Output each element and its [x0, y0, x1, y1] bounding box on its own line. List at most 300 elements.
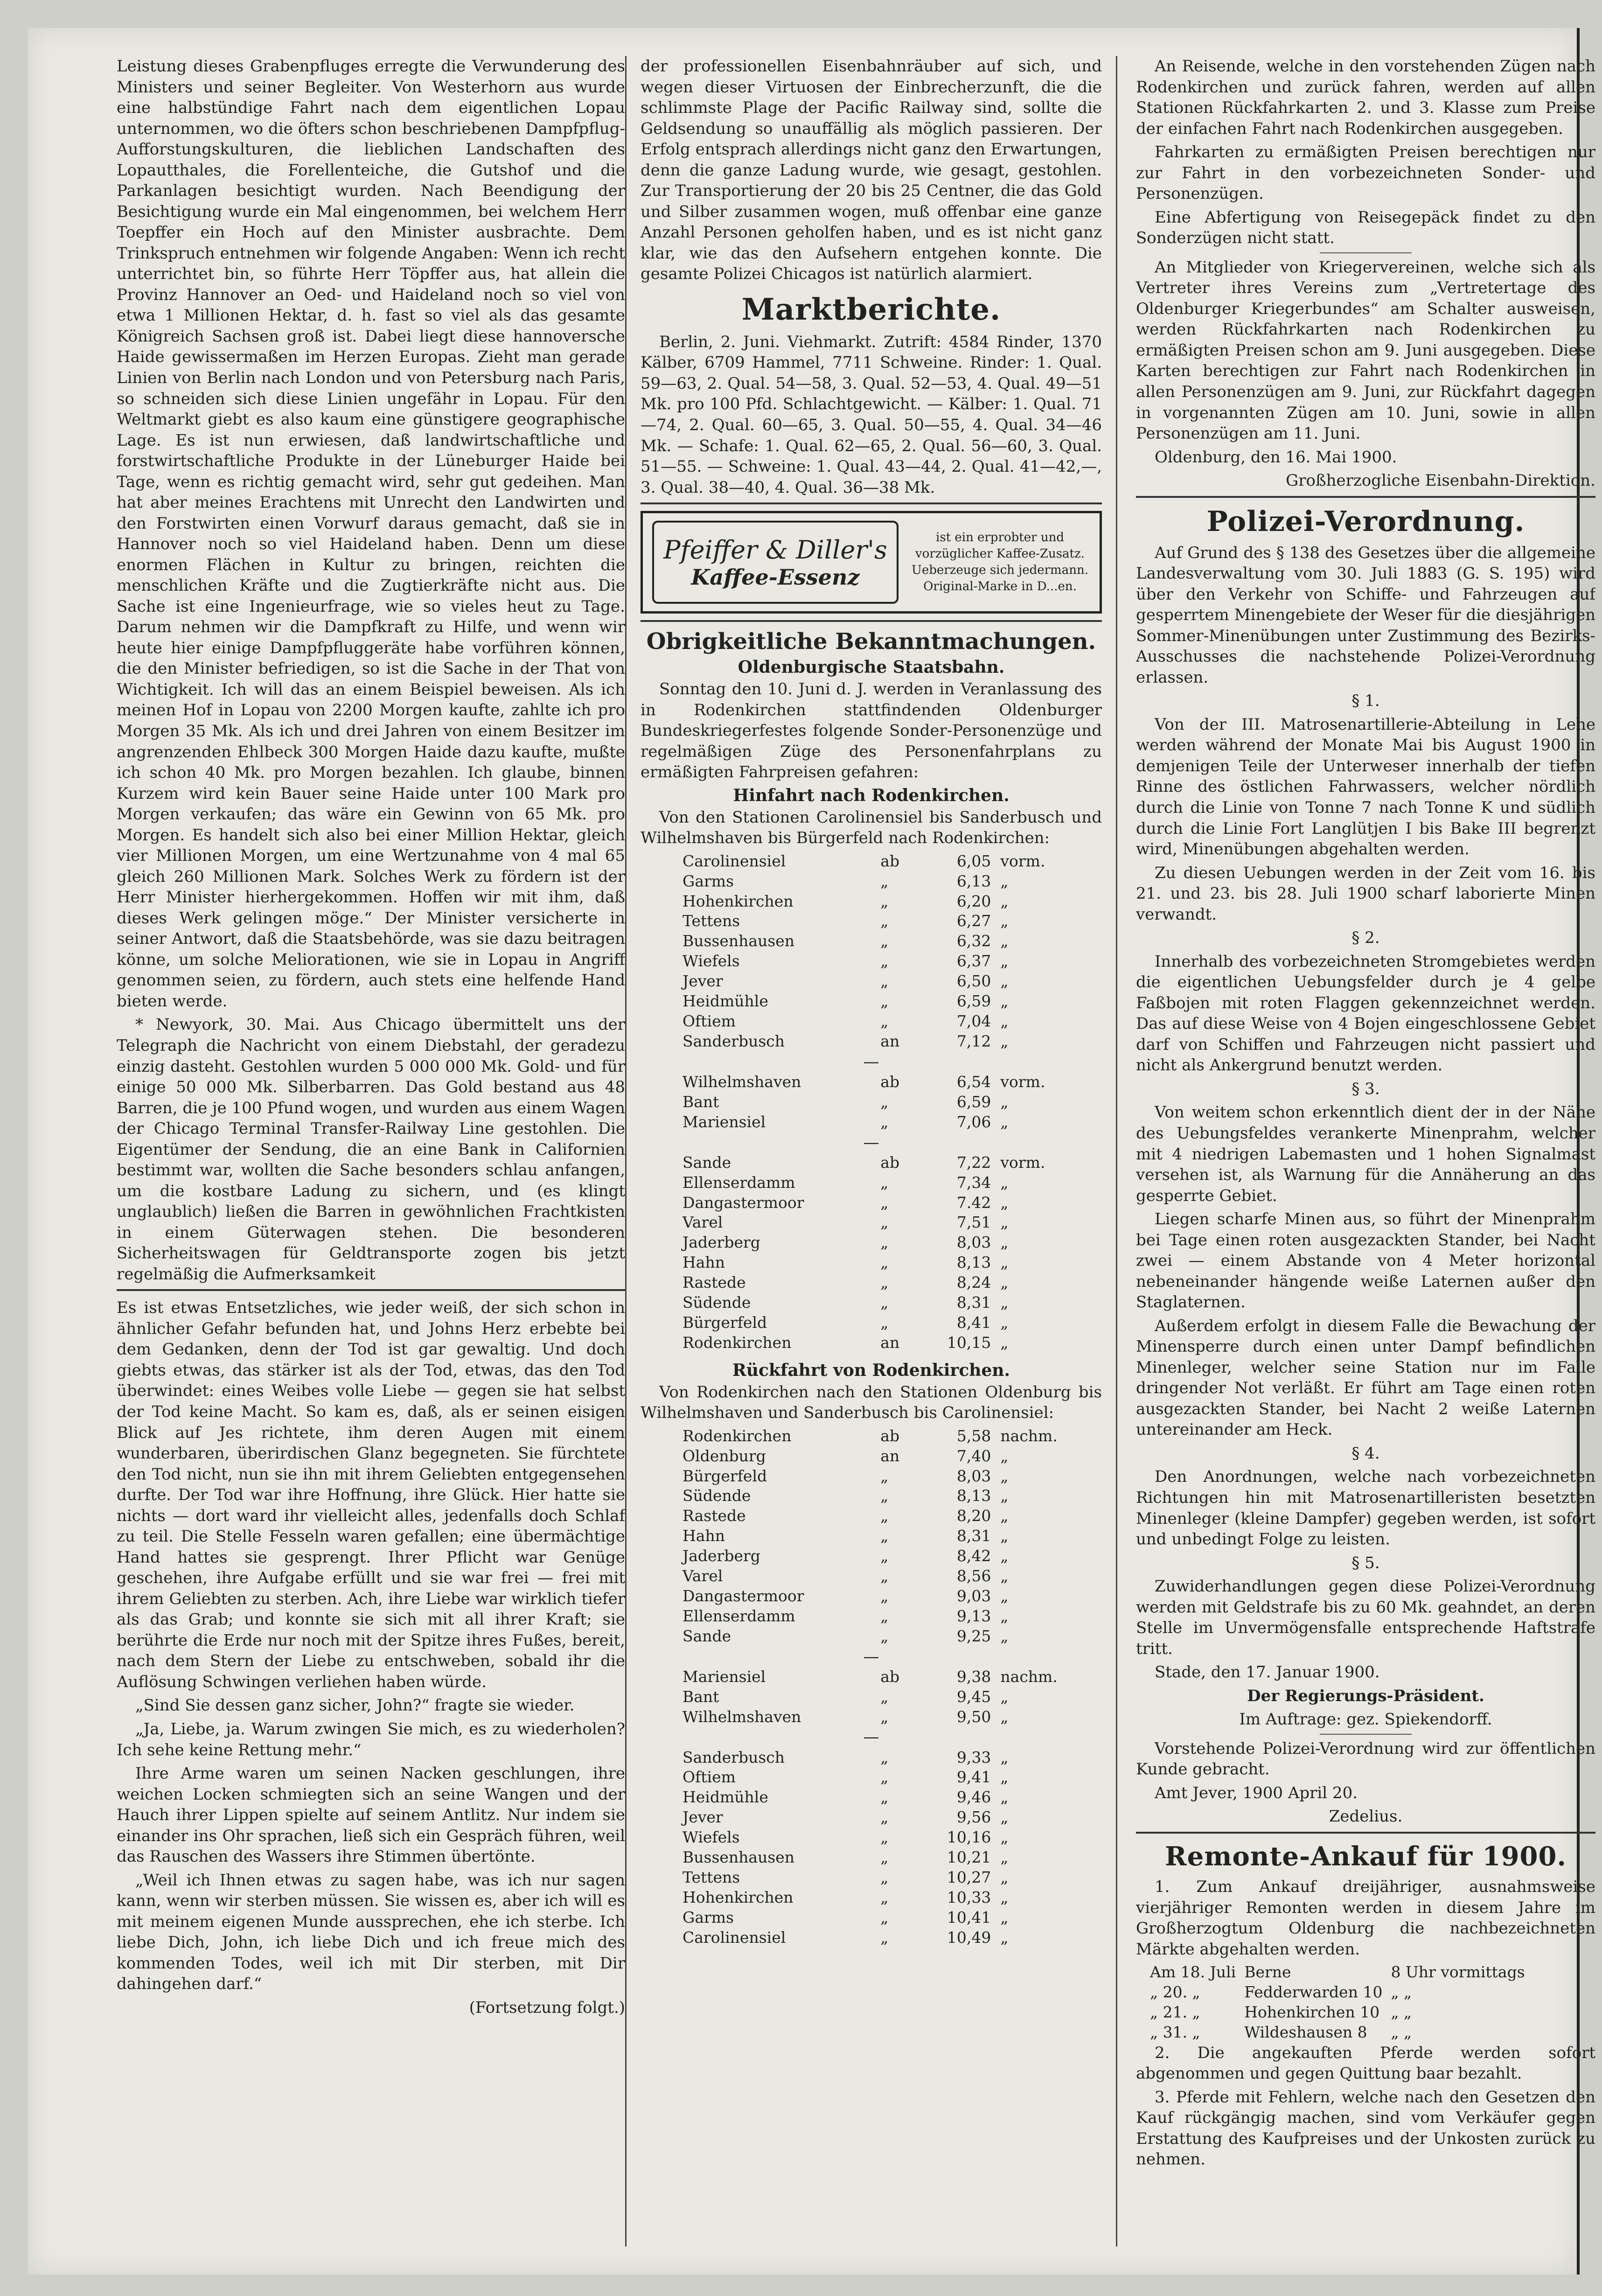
timetable-row: [641, 1748, 1102, 1768]
timetable-row: [641, 1072, 1102, 1092]
ad-logo-line1: Pfeiffer & Diller's: [663, 535, 887, 565]
timetable-row: [641, 1928, 1102, 1948]
arrival-departure: „: [880, 1928, 889, 1947]
continued-note: (Fortsetzung folgt.): [469, 1998, 625, 2017]
arrival-departure: „: [880, 1808, 889, 1827]
rail-heading: Oldenburgische Staatsbahn.: [738, 657, 1005, 677]
time: 9,38: [956, 1667, 991, 1686]
timetable-row: [641, 971, 1102, 991]
section-divider: [1136, 496, 1595, 498]
article-paragraph: der professionellen Eisenbahnräuber auf sich, und wegen dieser Virtuosen der Einbrecherzunft, die die schlimmste Plage der Pacific Railway sind, sollte die Geldsendung so unauffällig als möglich passieren. Der Erfolg entsprach allerdings nicht ganz den Erwartungen, denn die ganze Ladung wurde, wie gesagt, gestohlen. Zur Transportierung der 20 bis 25 Centner, die das Gold und Silber zusammen wogen, muß offenbar eine ganze Anzahl Personen geholfen haben, und es ist nicht ganz klar, wie das den Aufsehern entgehen konnte. Die gesamte Polizei Chicagos ist natürlich alarmiert.: [641, 57, 1102, 284]
notice-paragraph: An Mitglieder von Kriegervereinen, welche sich als Vertreter ihres Vereins zum „Vertretertage des Oldenburger Kriegerbundes“ am Schalter ausweisen, werden Rückfahrkarten nach Rodenkirchen zu ermäßigten Preisen schon am 9. Juni ausgegeben. Diese Karten berechtigen zur Fahrt nach Rodenkirchen in allen Personenzügen am 9. Juni, zur Rückfahrt dagegen in vorgenannten Zügen am 10. Juni, sowie in allen Personenzügen am 11. Juni.: [1136, 258, 1595, 443]
period: nachm.: [1000, 1426, 1058, 1445]
market-cell: „ 20. „: [1150, 1982, 1200, 2001]
period: „: [1000, 912, 1009, 930]
period: „: [1000, 932, 1009, 950]
station-name: Wilhelmshaven: [683, 1072, 801, 1091]
outbound-intro: Von den Stationen Carolinensiel bis Sanderbusch und Wilhelmshaven bis Bürgerfeld nach Rodenkirchen:: [641, 808, 1102, 848]
story-paragraph: „Ja, Liebe, ja. Warum zwingen Sie mich, es zu wiederholen? Ich sehe keine Rettung mehr.“: [117, 1719, 625, 1759]
station-name: Hohenkirchen: [683, 892, 794, 910]
arrival-departure: „: [880, 972, 889, 991]
story-paragraph: Ihre Arme waren um seinen Nacken geschlungen, ihre weichen Locken schmiegten sich an seine Wangen und der Hauch ihrer Lippen spielte auf seinem Antlitz. Nur indem sie einander ins Ohr sprachen, ließ sich ein Gespräch führen, weil das Rauschen des Wassers ihre Stimmen übertönte.: [117, 1764, 625, 1866]
station-name: Wiefels: [683, 952, 740, 970]
section-divider: [117, 1289, 625, 1291]
market-row: [1150, 2003, 1533, 2023]
station-name: Ellenserdamm: [683, 1173, 795, 1192]
station-name: Mariensiel: [683, 1667, 766, 1686]
timetable-row: [641, 1213, 1102, 1233]
time: 10,41: [947, 1908, 991, 1926]
period: „: [1000, 1032, 1009, 1050]
period: „: [1000, 1507, 1009, 1525]
timetable-row: [641, 951, 1102, 971]
timetable-row: [641, 1333, 1102, 1353]
time: 9,41: [956, 1768, 991, 1787]
timetable-row: [641, 1626, 1102, 1647]
timetable-row: [641, 1566, 1102, 1586]
period: „: [1000, 1606, 1009, 1625]
period: „: [1000, 1233, 1009, 1252]
period: „: [1000, 1848, 1009, 1867]
arrival-departure: „: [880, 932, 889, 950]
time: 6,05: [956, 851, 991, 870]
period: „: [1000, 1828, 1009, 1847]
station-name: Garms: [683, 872, 734, 890]
time: 6,50: [956, 972, 991, 991]
section-text: Zuwiderhandlungen gegen diese Polizei-Verordnung werden mit Geldstrafe bis zu 60 Mk. geahndet, an deren Stelle im Unvermögensfalle entsprechende Haftstrafe tritt.: [1136, 1577, 1595, 1658]
timetable-row: [641, 1112, 1102, 1132]
timetable-row: [641, 1092, 1102, 1112]
station-name: Bussenhausen: [683, 1848, 795, 1867]
arrival-departure: „: [880, 952, 889, 970]
story-paragraph: „Sind Sie dessen ganz sicher, John?“ fragte sie wieder.: [135, 1696, 575, 1715]
coffee-advertisement: [641, 511, 1102, 614]
time: 8,31: [956, 1527, 991, 1545]
arrival-departure: „: [880, 1486, 889, 1505]
arrival-departure: „: [880, 1193, 889, 1212]
station-name: Jever: [683, 1808, 723, 1827]
time: 8,31: [956, 1293, 991, 1312]
station-name: Bussenhausen: [683, 932, 795, 950]
timetable-row: [641, 872, 1102, 892]
police-sections: [1136, 691, 1595, 1659]
arrival-departure: „: [880, 1507, 889, 1525]
station-name: Oftiem: [683, 1012, 736, 1030]
section-divider: [641, 502, 1102, 504]
market-cell: „ „: [1391, 2003, 1412, 2021]
station-name: Tettens: [683, 1868, 740, 1886]
market-cell: „ 31. „: [1150, 2023, 1200, 2041]
column-middle: [625, 56, 1117, 2247]
police-name: Zedelius.: [1329, 1807, 1403, 1826]
period: „: [1000, 1586, 1009, 1605]
period: „: [1000, 952, 1009, 970]
time: 6,27: [956, 912, 991, 930]
station-name: Wilhelmshaven: [683, 1707, 801, 1726]
arrival-departure: „: [880, 1173, 889, 1192]
market-row: [1150, 2023, 1533, 2043]
time: 7,06: [956, 1112, 991, 1131]
timetable-row: [641, 1193, 1102, 1213]
divider: [1320, 252, 1412, 253]
arrival-departure: „: [880, 1687, 889, 1706]
period: „: [1000, 1313, 1009, 1332]
time: 8,13: [956, 1486, 991, 1505]
station-name: Jaderberg: [683, 1547, 760, 1565]
timetable-row: [641, 1173, 1102, 1193]
time: 9,45: [956, 1687, 991, 1706]
arrival-departure: „: [880, 1768, 889, 1787]
arrival-departure: „: [880, 1888, 889, 1906]
arrival-departure: „: [880, 1253, 889, 1272]
column-right: [1117, 56, 1595, 2247]
ad-text: ist ein erprobter und vorzüglicher Kaffee-Zusatz. Ueberzeuge sich jedermann. Original-Marke in D...en.: [912, 530, 1088, 594]
period: „: [1000, 1273, 1009, 1292]
period: „: [1000, 1333, 1009, 1352]
time: 6,59: [956, 1092, 991, 1111]
arrival-departure: „: [880, 1213, 889, 1232]
arrival-departure: „: [880, 1707, 889, 1726]
market-row: [1150, 1982, 1533, 2003]
period: „: [1000, 1466, 1009, 1485]
station-name: Garms: [683, 1908, 734, 1926]
notice-paragraph: Eine Abfertigung von Reisegepäck findet zu den Sonderzügen nicht statt.: [1136, 208, 1595, 248]
time: 6,54: [956, 1072, 991, 1091]
timetable-row: [641, 1586, 1102, 1606]
time: 7,22: [956, 1153, 991, 1172]
time: 8,41: [956, 1313, 991, 1332]
station-name: Varel: [683, 1213, 723, 1232]
return-heading: Rückfahrt von Rodenkirchen.: [732, 1360, 1010, 1380]
timetable-row: [641, 1313, 1102, 1333]
station-name: Rodenkirchen: [683, 1426, 792, 1445]
remonte-intro: 1. Zum Ankauf dreijähriger, ausnahmsweise vierjähriger Remonten werden in diesem Jahre im Großherzogtum Oldenburg die nachbezeichneten Märkte abgehalten werden.: [1136, 1877, 1595, 1959]
arrival-departure: „: [880, 1012, 889, 1030]
time: 8,24: [956, 1273, 991, 1292]
timetable-row: [641, 1707, 1102, 1727]
timetable-row: [641, 1828, 1102, 1848]
station-name: Tettens: [683, 912, 740, 930]
market-cell: Fedderwarden 10: [1244, 1982, 1383, 2001]
market-cell: Wildeshausen 8: [1244, 2023, 1367, 2041]
timetable-row: [641, 1032, 1102, 1052]
police-signature-line: Im Auftrage: gez. Spiekendorff.: [1239, 1710, 1492, 1729]
article-paragraph: * Newyork, 30. Mai. Aus Chicago übermittelt uns der Telegraph die Nachricht von einem Diebstahl, der geradezu einzig dasteht. Gestohlen wurden 5 000 000 Mk. Gold- und für einige 50 000 Mk. Silberbarren. Das Gold bestand aus 48 Barren, die je 100 Pfund wogen, und wurden aus einem Wagen der Chicago Terminal Transfer-Railway Line gestohlen. Die Eigentümer der Sendung, die an eine Bank in Californien bestimmt war, wollten die Sache besonders schlau anfangen, um die kostbare Ladung zu sichern, und (es klingt unglaublich) ließen die Barren in gewöhnlichen Frachtkisten in einem Güterwagen stehen. Die besonderen Sicherheitswagen für Geldtransporte zogen bis jetzt regelmäßig die Aufmerksamkeit: [117, 1015, 625, 1284]
section-text: Außerdem erfolgt in diesem Falle die Bewachung der Minensperre durch einen unter Dampf befindlichen Minenleger, welcher seine Station nur im Falle dringender Not verläßt. Er führt am Tage einen roten ausgezackten Stander, bei Nacht 2 weiße Laternen untereinander am Heck.: [1136, 1316, 1595, 1439]
arrival-departure: „: [880, 1908, 889, 1926]
station-name: Dangastermoor: [683, 1586, 804, 1605]
market-cell: Hohenkirchen 10: [1244, 2003, 1380, 2021]
arrival-departure: „: [880, 1868, 889, 1886]
timetable-row: [641, 1293, 1102, 1313]
arrival-departure: ab: [880, 1072, 900, 1091]
divider: [1320, 1734, 1412, 1735]
station-name: Rodenkirchen: [683, 1333, 792, 1352]
period: „: [1000, 1547, 1009, 1565]
station-name: Sande: [683, 1626, 731, 1645]
time: 6,59: [956, 992, 991, 1011]
outbound-timetable: [641, 851, 1102, 1353]
station-name: Mariensiel: [683, 1112, 766, 1131]
arrival-departure: „: [880, 1112, 889, 1131]
time: 7,04: [956, 1012, 991, 1030]
station-name: Wiefels: [683, 1828, 740, 1847]
arrival-departure: „: [880, 912, 889, 930]
timetable-row: [641, 1807, 1102, 1828]
period: „: [1000, 1788, 1009, 1807]
return-timetable: [641, 1426, 1102, 1948]
time: 10,21: [947, 1848, 991, 1867]
timetable-row: [641, 1667, 1102, 1687]
timetable-row: [641, 1687, 1102, 1707]
section-text: Liegen scharfe Minen aus, so führt der Minenprahm bei Tage einen roten ausgezackten Stander, bei Nacht zwei — einem Abstande von 4 Meter horizontal nebeneinander hängende weiße Laternen außer den Staglaternen.: [1136, 1210, 1595, 1312]
arrival-departure: „: [880, 872, 889, 890]
period: vorm.: [1000, 1153, 1045, 1172]
newspaper-page: [28, 28, 1595, 2275]
time: 10,15: [947, 1333, 991, 1352]
timetable-row: [641, 1908, 1102, 1928]
period: „: [1000, 892, 1009, 910]
arrival-departure: „: [880, 1293, 889, 1312]
period: „: [1000, 1768, 1009, 1787]
remonte-paragraph: 2. Die angekauften Pferde werden sofort abgenommen und gegen Quittung baar bezahlt.: [1136, 2043, 1595, 2083]
police-place: Amt Jever, 1900 April 20.: [1155, 1783, 1358, 1802]
story-paragraph: „Weil ich Ihnen etwas zu sagen habe, was ich nur sagen kann, wenn wir sterben müssen. Sie wissen es, aber ich will es mit meinem eigenen Munde aussprechen, ehe ich sterbe. Ich liebe Dich, John, ich liebe Dich und ich freue mich des kommenden Todes, weil ich mit Dir sterben, mit Dir dahingehen darf.“: [117, 1870, 625, 1994]
timetable-row: [641, 1526, 1102, 1546]
article-paragraph: Leistung dieses Grabenpfluges erregte die Verwunderung des Ministers und seiner Begleiter. Von Westerhorn aus wurde eine halbstündige Fahrt nach dem eigentlichen Lopau unternommen, wo die öfters schon beschriebenen Dampfpflug-Aufforstungskulturen, die lieblichen Landschaften des Lopautthales, die Forellenteiche, die Gutshof und die Parkanlagen besichtigt wurden. Nach Beendigung der Besichtigung wurde ein Mal eingenommen, bei welchem Herr Toepffer ein Hoch auf den Minister ausbrachte. Dem Trinkspruch entnehmen wir folgende Angaben: Wenn ich recht unterrichtet bin, so führte Herr Töpffer aus, hat allein die Provinz Hannover an Oed- und Haideland noch so viel von etwa 1 Millionen Hektar, d. h. fast so viel als das gesamte Königreich Sachsen groß ist. Dabei liegt diese hannoversche Haide gewissermaßen im Herzen Europas. Zieht man gerade Linien von Berlin nach London und von Petersburg nach Paris, so schneiden sich diese Linien ungefähr in Lopau. Für den Weltmarkt giebt es also kaum eine günstigere geographische Lage. Es ist nun erwiesen, daß landwirtschaftliche und forstwirtschaftliche Produkte in der Lüneburger Haide bei Tage, wenn es richtig gemacht wird, sehr gut gedeihen. Man hat aber meines Erachtens mit Unrecht den Landwirten und den Forstwirten einen Vorwurf daraus gemacht, daß sie in Hannover noch so viel Haideland haben. Denn um diese enormen Flächen in Kultur zu bringen, reichten die menschlichen Kräfte und die Zugtierkräfte nicht aus. Die Sache ist eine Ingenieurfrage, wie so vieles heut zu Tage. Darum nehmen wir die Dampfkraft zu Hilfe, und wenn wir heute hier einige Dampfpfluggeräte habe vorführen können, die den Minister befriedigen, so ist die Sache in der That von Wichtigkeit. Ich will das an einem Beispiel beweisen. Als ich meinen Hof in Lopau von 2200 Morgen kaufte, zahlte ich pro Morgen 35 Mk. Als ich und drei Jahren von einem Besitzer im angrenzenden Ehlbeck 300 Morgen Haide dazu kaufte, mußte ich schon 40 Mk. pro Morgen bezahlen. Ich glaube, binnen Kurzem wird kein Bauer seine Haide unter 100 Mark pro Morgen verkaufen; das wäre ein Gewinn von 65 Mk. pro Morgen. Es handelt sich also bei einer Million Hektar, gleich vier Millionen Morgen, um eine Wertzunahme von 4 mal 65 gleich 260 Millionen Mark. Solches Werk zu fördern ist der Herr Minister hierhergekommen. Hoffen wir mit ihm, daß dieses Werk gelingen möge.“ Der Minister versicherte in seiner Antwort, daß die Staatsbehörde, was sie dazu beitragen könne, um solche Meliorationen, wie sie in Lopau in Angriff genommen seien, zu fördern, auch stets eine helfende Hand bieten werde.: [117, 57, 625, 1011]
period: vorm.: [1000, 851, 1045, 870]
police-heading: Polizei-Verordnung.: [1206, 505, 1525, 538]
station-name: Oldenburg: [683, 1446, 766, 1465]
section-text: Von der III. Matrosenartillerie-Abteilung in Lehe werden während der Monate Mai bis August 1900 in demjenigen Teile der Unterweser innerhalb der tiefen Rinne des östlichen Fahrwassers, welcher nördlich durch die Linie von Tonne 7 nach Tonne K und südlich durch die Linie Fort Langlütjen I bis Bake III begrenzt wird, Minenübungen abgehalten werden.: [1136, 715, 1595, 859]
return-intro: Von Rodenkirchen nach den Stationen Oldenburg bis Wilhelmshaven und Sanderbusch bis Carolinensiel:: [641, 1382, 1102, 1423]
time: 8,13: [956, 1253, 991, 1272]
arrival-departure: ab: [880, 1153, 900, 1172]
market-cell: „ „: [1391, 2023, 1412, 2041]
time: 7,12: [956, 1032, 991, 1050]
section-number: § 2.: [1351, 928, 1380, 948]
station-name: Heidmühle: [683, 1788, 768, 1807]
time: 10,27: [947, 1868, 991, 1886]
arrival-departure: ab: [880, 851, 900, 870]
timetable-row: [641, 1466, 1102, 1486]
timetable-separator: —: [863, 1647, 879, 1666]
period: nachm.: [1000, 1667, 1058, 1686]
station-name: Sanderbusch: [683, 1748, 785, 1766]
arrival-departure: „: [880, 1566, 889, 1585]
period: „: [1000, 1213, 1009, 1232]
timetable-row: [641, 1233, 1102, 1253]
time: 7.42: [956, 1193, 991, 1212]
arrival-departure: an: [880, 1446, 900, 1465]
notice-date: Oldenburg, den 16. Mai 1900.: [1155, 447, 1397, 467]
period: „: [1000, 1808, 1009, 1827]
station-name: Bürgerfeld: [683, 1313, 767, 1332]
timetable-row: [641, 1767, 1102, 1787]
time: 7,34: [956, 1173, 991, 1192]
section-divider: [1136, 1832, 1595, 1834]
station-name: Hahn: [683, 1253, 725, 1272]
station-name: Rastede: [683, 1507, 746, 1525]
period: „: [1000, 1687, 1009, 1706]
arrival-departure: an: [880, 1032, 900, 1050]
section-text: Den Anordnungen, welche nach vorbezeichneten Richtungen hin mit Matrosenartilleristen besetzten Minenleger (kleine Dampfer) gegeben werden, ist sofort und unbedingt Folge zu leisten.: [1136, 1467, 1595, 1549]
period: „: [1000, 1888, 1009, 1906]
timetable-row: [641, 931, 1102, 951]
market-heading: Marktberichte.: [741, 292, 1001, 327]
market-cell: Berne: [1244, 1963, 1291, 1982]
time: 9,03: [956, 1586, 991, 1605]
station-name: Sande: [683, 1153, 731, 1172]
timetable-row: [641, 1253, 1102, 1273]
period: „: [1000, 1193, 1009, 1212]
station-name: Sanderbusch: [683, 1032, 785, 1050]
timetable-row: [641, 1426, 1102, 1446]
time: 6,20: [956, 892, 991, 910]
arrival-departure: „: [880, 1828, 889, 1847]
time: 6,13: [956, 872, 991, 890]
station-name: Bürgerfeld: [683, 1466, 767, 1485]
market-cell: „ „: [1391, 1982, 1412, 2001]
police-publication: Vorstehende Polizei-Verordnung wird zur öffentlichen Kunde gebracht.: [1136, 1739, 1595, 1779]
period: „: [1000, 1928, 1009, 1947]
period: „: [1000, 1012, 1009, 1030]
station-name: Hohenkirchen: [683, 1888, 794, 1906]
notice-paragraph: Fahrkarten zu ermäßigten Preisen berechtigen nur zur Fahrt in den vorbezeichneten Sonder- und Personenzügen.: [1136, 143, 1595, 203]
time: 8,20: [956, 1507, 991, 1525]
remonte-paragraph: 3. Pferde mit Fehlern, welche nach den Gesetzen den Kauf rückgängig machen, sind vom Verkäufer gegen Erstattung des Kaufpreises und der Unkosten zurück zu nehmen.: [1136, 2087, 1595, 2169]
station-name: Südende: [683, 1486, 751, 1505]
market-cell: Am 18. Juli: [1150, 1963, 1236, 1982]
arrival-departure: „: [880, 1273, 889, 1292]
time: 7,51: [956, 1213, 991, 1232]
period: „: [1000, 1293, 1009, 1312]
market-report: Berlin, 2. Juni. Viehmarkt. Zutrift: 4584 Rinder, 1370 Kälber, 6709 Hammel, 7711 Schweine. Rinder: 1. Qual. 59—63, 2. Qual. 54—58, 3. Qual. 52—53, 4. Qual. 49—51 Mk. pro 100 Pfd. Schlachtgewicht. — Kälber: 1. Qual. 71—74, 2. Qual. 60—65, 3. Qual. 50—55, 4. Qual. 34—46 Mk. — Schafe: 1. Qual. 62—65, 2. Qual. 56—60, 3. Qual. 51—55. — Schweine: 1. Qual. 43—44, 2. Qual. 41—42,—, 3. Qual. 38—40, 4. Qual. 36—38 Mk.: [641, 332, 1102, 497]
time: 9,13: [956, 1606, 991, 1625]
police-signature: Der Regierungs-Präsident.: [1247, 1686, 1484, 1705]
arrival-departure: „: [880, 992, 889, 1011]
section-number: § 3.: [1351, 1079, 1380, 1098]
section-number: § 1.: [1351, 691, 1380, 711]
period: „: [1000, 872, 1009, 890]
period: „: [1000, 1748, 1009, 1766]
time: 9,56: [956, 1808, 991, 1827]
notices-heading: Obrigkeitliche Bekanntmachungen.: [646, 628, 1096, 655]
timetable-row: [641, 1848, 1102, 1868]
arrival-departure: „: [880, 1606, 889, 1625]
time: 9,46: [956, 1788, 991, 1807]
station-name: Varel: [683, 1566, 723, 1585]
timetable-row: [641, 1606, 1102, 1626]
timetable-row: [641, 851, 1102, 872]
arrival-departure: „: [880, 1586, 889, 1605]
time: 5,58: [956, 1426, 991, 1445]
period: „: [1000, 1908, 1009, 1926]
market-cell: 8 Uhr vormittags: [1391, 1963, 1525, 1982]
time: 8,03: [956, 1233, 991, 1252]
time: 10,49: [947, 1928, 991, 1947]
period: „: [1000, 1626, 1009, 1645]
arrival-departure: ab: [880, 1667, 900, 1686]
station-name: Bant: [683, 1092, 719, 1111]
station-name: Oftiem: [683, 1768, 736, 1787]
period: „: [1000, 1112, 1009, 1131]
station-name: Heidmühle: [683, 992, 768, 1011]
period: „: [1000, 1486, 1009, 1505]
time: 9,33: [956, 1748, 991, 1766]
time: 10,33: [947, 1888, 991, 1906]
section-number: § 4.: [1351, 1444, 1380, 1463]
timetable-row: [641, 1868, 1102, 1888]
station-name: Hahn: [683, 1527, 725, 1545]
section-text: Innerhalb des vorbezeichneten Stromgebietes werden die eigentlichen Uebungsfelder durch je 4 gelbe Faßbojen mit roten Flaggen gekennzeichnet werden. Das auf diese Weise von 4 Bojen eingeschlossene Gebiet darf von Schiffen und Fahrzeugen nicht passiert und nicht als Ankergrund benutzt werden.: [1136, 952, 1595, 1075]
period: „: [1000, 1707, 1009, 1726]
time: 8,42: [956, 1547, 991, 1565]
arrival-departure: „: [880, 1547, 889, 1565]
remonte-heading: Remonte-Ankauf für 1900.: [1165, 1841, 1567, 1872]
period: „: [1000, 1446, 1009, 1465]
time: 7,40: [956, 1446, 991, 1465]
period: „: [1000, 1253, 1009, 1272]
notice-signature: Großherzogliche Eisenbahn-Direktion.: [1286, 471, 1595, 490]
time: 10,16: [947, 1828, 991, 1847]
timetable-separator: —: [863, 1728, 879, 1747]
timetable-row: [641, 1486, 1102, 1506]
arrival-departure: „: [880, 1748, 889, 1766]
arrival-departure: „: [880, 1527, 889, 1545]
station-name: Carolinensiel: [683, 851, 786, 870]
section-text: Zu diesen Uebungen werden in der Zeit vom 16. bis 21. und 23. bis 28. Juli 1900 scharf laborierte Minen verwandt.: [1136, 863, 1595, 924]
remonte-markets: [1150, 1962, 1533, 2043]
market-row: [1150, 1962, 1533, 1982]
time: 8,03: [956, 1466, 991, 1485]
time: 8,56: [956, 1566, 991, 1585]
time: 9,25: [956, 1626, 991, 1645]
timetable-row: [641, 1506, 1102, 1526]
timetable-row: [641, 911, 1102, 931]
arrival-departure: „: [880, 1848, 889, 1867]
arrival-departure: „: [880, 1233, 889, 1252]
time: 6,37: [956, 952, 991, 970]
ad-logo: [652, 521, 899, 604]
station-name: Bant: [683, 1687, 719, 1706]
timetable-row: [641, 892, 1102, 912]
arrival-departure: „: [880, 1466, 889, 1485]
arrival-departure: „: [880, 1313, 889, 1332]
arrival-departure: „: [880, 1626, 889, 1645]
station-name: Jever: [683, 972, 723, 991]
story-paragraph: Es ist etwas Entsetzliches, wie jeder weiß, der sich schon in ähnlicher Gefahr befunden hat, und Johns Herz erbebte bei dem Gedanken, denn der Tod ist gar gewaltig. Und doch giebts etwas, das stärker ist als der Tod, etwas, das den Tod überwindet: eines Weibes volle Liebe — gegen sie hat selbst der Tod keine Macht. So kam es, daß, als er seinen eisigen Blick auf Jes richtete, ihm deren Augen mit einem wunderbaren, überirdischen Glanz begegneten. Sie fürchtete den Tod nicht, nun sie ihn mit ihrem Geliebten entgegensehen durfte. Der Tod war ihre Hoffnung, ihre Glück. Hier hatte sie nichts — dort ward ihr vielleicht alles, jedenfalls doch Schlaf zu teil. Die Stelle Fesseln waren gefallen; eine übermächtige Hand hattes sie gesprengt. Ihrer Pflicht war Genüge geschehen, ihre Aufgabe erfüllt und sie war frei — frei mit ihrem Geliebten zu sterben. Ach, ihre Liebe war wirklich tiefer als das Grab; und konnte sie sich mit all ihrer Kraft; sie berührte die Erde nur noch mit der Spitze ihres Fußes, bereit, nach dem Stern der Liebe zu entschweben, sobald ihr die Auflösung Schwingen verliehen haben würde.: [117, 1298, 625, 1691]
police-date: Stade, den 17. Januar 1900.: [1155, 1663, 1380, 1682]
time: 9,50: [956, 1707, 991, 1726]
period: „: [1000, 992, 1009, 1011]
time: 6,32: [956, 932, 991, 950]
timetable-row: [641, 1012, 1102, 1032]
section-number: § 5.: [1351, 1553, 1380, 1572]
market-cell: „ 21. „: [1150, 2003, 1200, 2021]
timetable-row: [641, 991, 1102, 1012]
rail-intro: Sonntag den 10. Juni d. J. werden in Veranlassung des in Rodenkirchen stattfindenden Oldenburger Bundeskriegerfestes folgende Sonder-Personenzüge und regelmäßigen Züge des Personenfahrplans zu ermäßigten Fahrpreisen gefahren:: [641, 680, 1102, 782]
timetable-row: [641, 1153, 1102, 1173]
section-divider: [641, 620, 1102, 622]
period: „: [1000, 1173, 1009, 1192]
arrival-departure: an: [880, 1333, 900, 1352]
period: vorm.: [1000, 1072, 1045, 1091]
arrival-departure: „: [880, 1092, 889, 1111]
column-left: [117, 56, 625, 2247]
police-intro: Auf Grund des § 138 des Gesetzes über die allgemeine Landesverwaltung vom 30. Juli 1883 (G. S. 195) wird über den Verkehr von Schiffe- und Fahrzeugen auf gesperrtem Minengebiete der Weser für die diesjährigen Sommer-Minenübungen unter Zustimmung des Bezirks-Ausschusses die nachstehende Polizei-Verordnung erlassen.: [1136, 543, 1595, 687]
section-text: Von weitem schon erkenntlich dient der in der Nähe des Uebungsfeldes verankerte Minenprahm, welcher mit 4 niedrigen Labemasten und 1 hohen Signalmast versehen ist, als Warnung für die Annäherung an das gesperrte Gebiet.: [1136, 1103, 1595, 1205]
